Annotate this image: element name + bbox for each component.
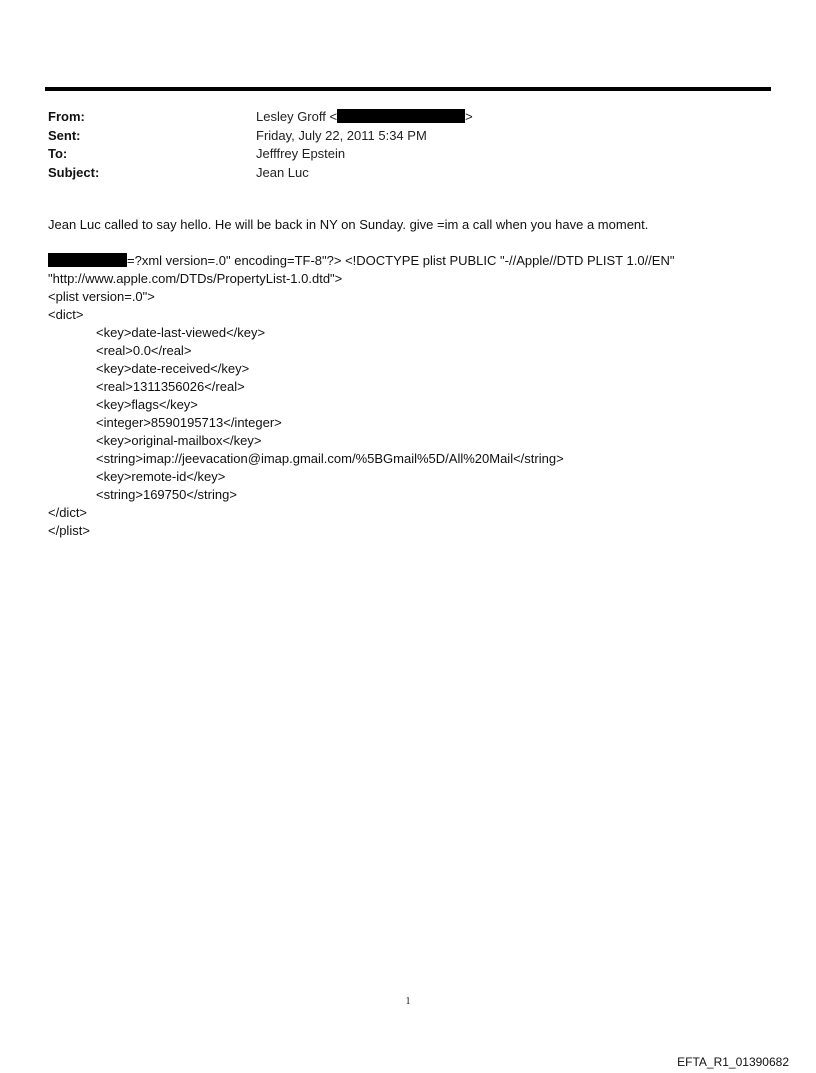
from-name: Lesley Groff < bbox=[256, 109, 338, 124]
plist-entry: <integer>8590195713</integer> bbox=[96, 415, 282, 430]
redaction-block bbox=[337, 109, 465, 123]
header-divider bbox=[45, 87, 771, 91]
from-close: > bbox=[465, 109, 473, 124]
plist-entry: <key>date-received</key> bbox=[96, 361, 250, 376]
plist-entry: <string>imap://jeevacation@imap.gmail.com/%5BGmail%5D/All%20Mail</string> bbox=[96, 451, 564, 466]
plist-entry: <key>date-last-viewed</key> bbox=[96, 325, 266, 340]
email-header bbox=[48, 108, 748, 182]
message-body: Jean Luc called to say hello. He will be back in NY on Sunday. give =im a call when you have a moment. bbox=[48, 217, 649, 232]
plist-entry: <key>remote-id</key> bbox=[96, 469, 226, 484]
document-id: EFTA_R1_01390682 bbox=[677, 1055, 789, 1069]
to-row bbox=[48, 145, 748, 164]
from-label: From: bbox=[48, 109, 85, 124]
plist-line: <dict> bbox=[48, 307, 84, 322]
plist-entry: <key>flags</key> bbox=[96, 397, 198, 412]
plist-line: </dict> bbox=[48, 505, 88, 520]
plist-block bbox=[48, 252, 788, 540]
to-label: To: bbox=[48, 146, 68, 161]
sent-label: Sent: bbox=[48, 127, 81, 143]
subject-value: Jean Luc bbox=[256, 164, 309, 180]
from-value bbox=[256, 108, 473, 127]
plist-line: "http://www.apple.com/DTDs/PropertyList-1.0.dtd"> bbox=[48, 271, 343, 286]
plist-entry: <real>1311356026</real> bbox=[96, 379, 245, 394]
sent-row bbox=[48, 127, 748, 146]
plist-entry: <real>0.0</real> bbox=[96, 343, 192, 358]
page-number: 1 bbox=[405, 996, 411, 1007]
plist-entry: <key>original-mailbox</key> bbox=[96, 433, 262, 448]
from-row bbox=[48, 108, 748, 127]
sent-value: Friday, July 22, 2011 5:34 PM bbox=[256, 127, 427, 143]
plist-line: </plist> bbox=[48, 523, 90, 538]
plist-line: =?xml version=.0" encoding=TF-8"?> <!DOCTYPE plist PUBLIC "-//Apple//DTD PLIST 1.0//EN" bbox=[48, 252, 788, 270]
plist-line: <plist version=.0"> bbox=[48, 289, 155, 304]
redaction-block bbox=[48, 253, 127, 267]
plist-entry: <string>169750</string> bbox=[96, 487, 237, 502]
subject-row bbox=[48, 164, 748, 183]
to-value: Jefffrey Epstein bbox=[256, 146, 346, 161]
subject-label: Subject: bbox=[48, 164, 100, 180]
